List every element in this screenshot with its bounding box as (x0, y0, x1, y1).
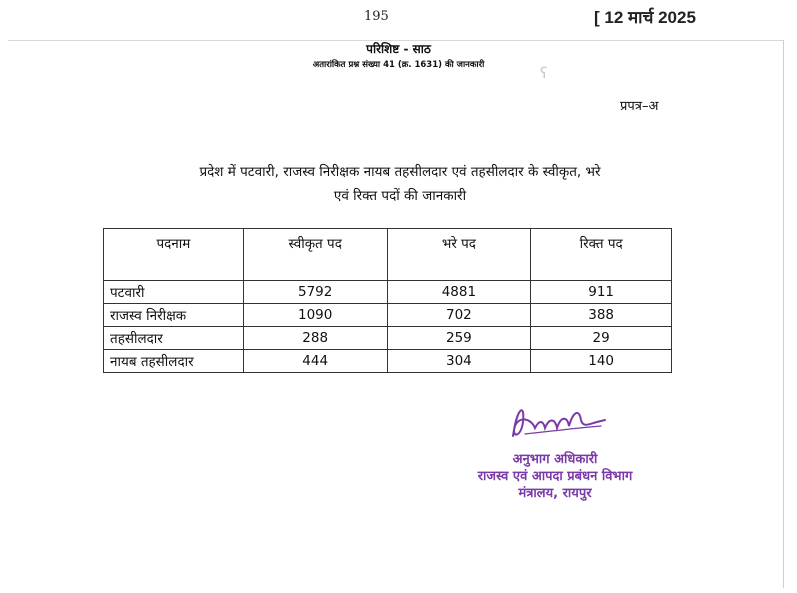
signatory-office: मंत्रालय, रायपुर (518, 486, 592, 501)
page-number: 195 (364, 9, 389, 24)
stray-mark: ʕ (540, 64, 548, 82)
row-designation: नायब तहसीलदार (104, 350, 244, 373)
row-filled: 304 (387, 350, 531, 373)
row-designation: तहसीलदार (104, 327, 244, 350)
appendix-title: परिशिष्ट - साठ (366, 42, 431, 56)
table-row (104, 304, 672, 327)
heading-line-2: एवं रिक्त पदों की जानकारी (333, 188, 467, 204)
header-filled: भरे पद (387, 229, 531, 281)
row-vacant: 911 (531, 281, 672, 304)
row-designation: राजस्व निरीक्षक (104, 304, 244, 327)
table-row (104, 281, 672, 304)
row-filled: 702 (387, 304, 531, 327)
posts-table (103, 228, 672, 373)
signatory-department: राजस्व एवं आपदा प्रबंधन विभाग (477, 469, 633, 484)
signatory-designation: अनुभाग अधिकारी (512, 452, 598, 467)
row-sanctioned: 1090 (243, 304, 387, 327)
question-reference: अतारांकित प्रश्न संख्या 41 (क्र. 1631) की जानकारी (312, 60, 485, 70)
document-right-border (783, 40, 784, 588)
row-vacant: 388 (531, 304, 672, 327)
row-sanctioned: 288 (243, 327, 387, 350)
heading-line-1: प्रदेश में पटवारी, राजस्व निरीक्षक नायब तहसीलदार एवं तहसीलदार के स्वीकृत, भरे (199, 164, 601, 180)
form-label: प्रपत्र–अ (620, 99, 659, 114)
row-designation: पटवारी (104, 281, 244, 304)
row-filled: 259 (387, 327, 531, 350)
date-header: [ 12 मार्च 2025 (594, 8, 696, 27)
header-sanctioned: स्वीकृत पद (243, 229, 387, 281)
row-filled: 4881 (387, 281, 531, 304)
signature-scribble (505, 398, 615, 448)
table-row (104, 327, 672, 350)
row-vacant: 140 (531, 350, 672, 373)
header-vacant: रिक्त पद (531, 229, 672, 281)
table-row (104, 350, 672, 373)
row-vacant: 29 (531, 327, 672, 350)
row-sanctioned: 444 (243, 350, 387, 373)
table-heading (120, 160, 680, 208)
row-sanctioned: 5792 (243, 281, 387, 304)
table-header-row (104, 229, 672, 281)
header-designation: पदनाम (104, 229, 244, 281)
